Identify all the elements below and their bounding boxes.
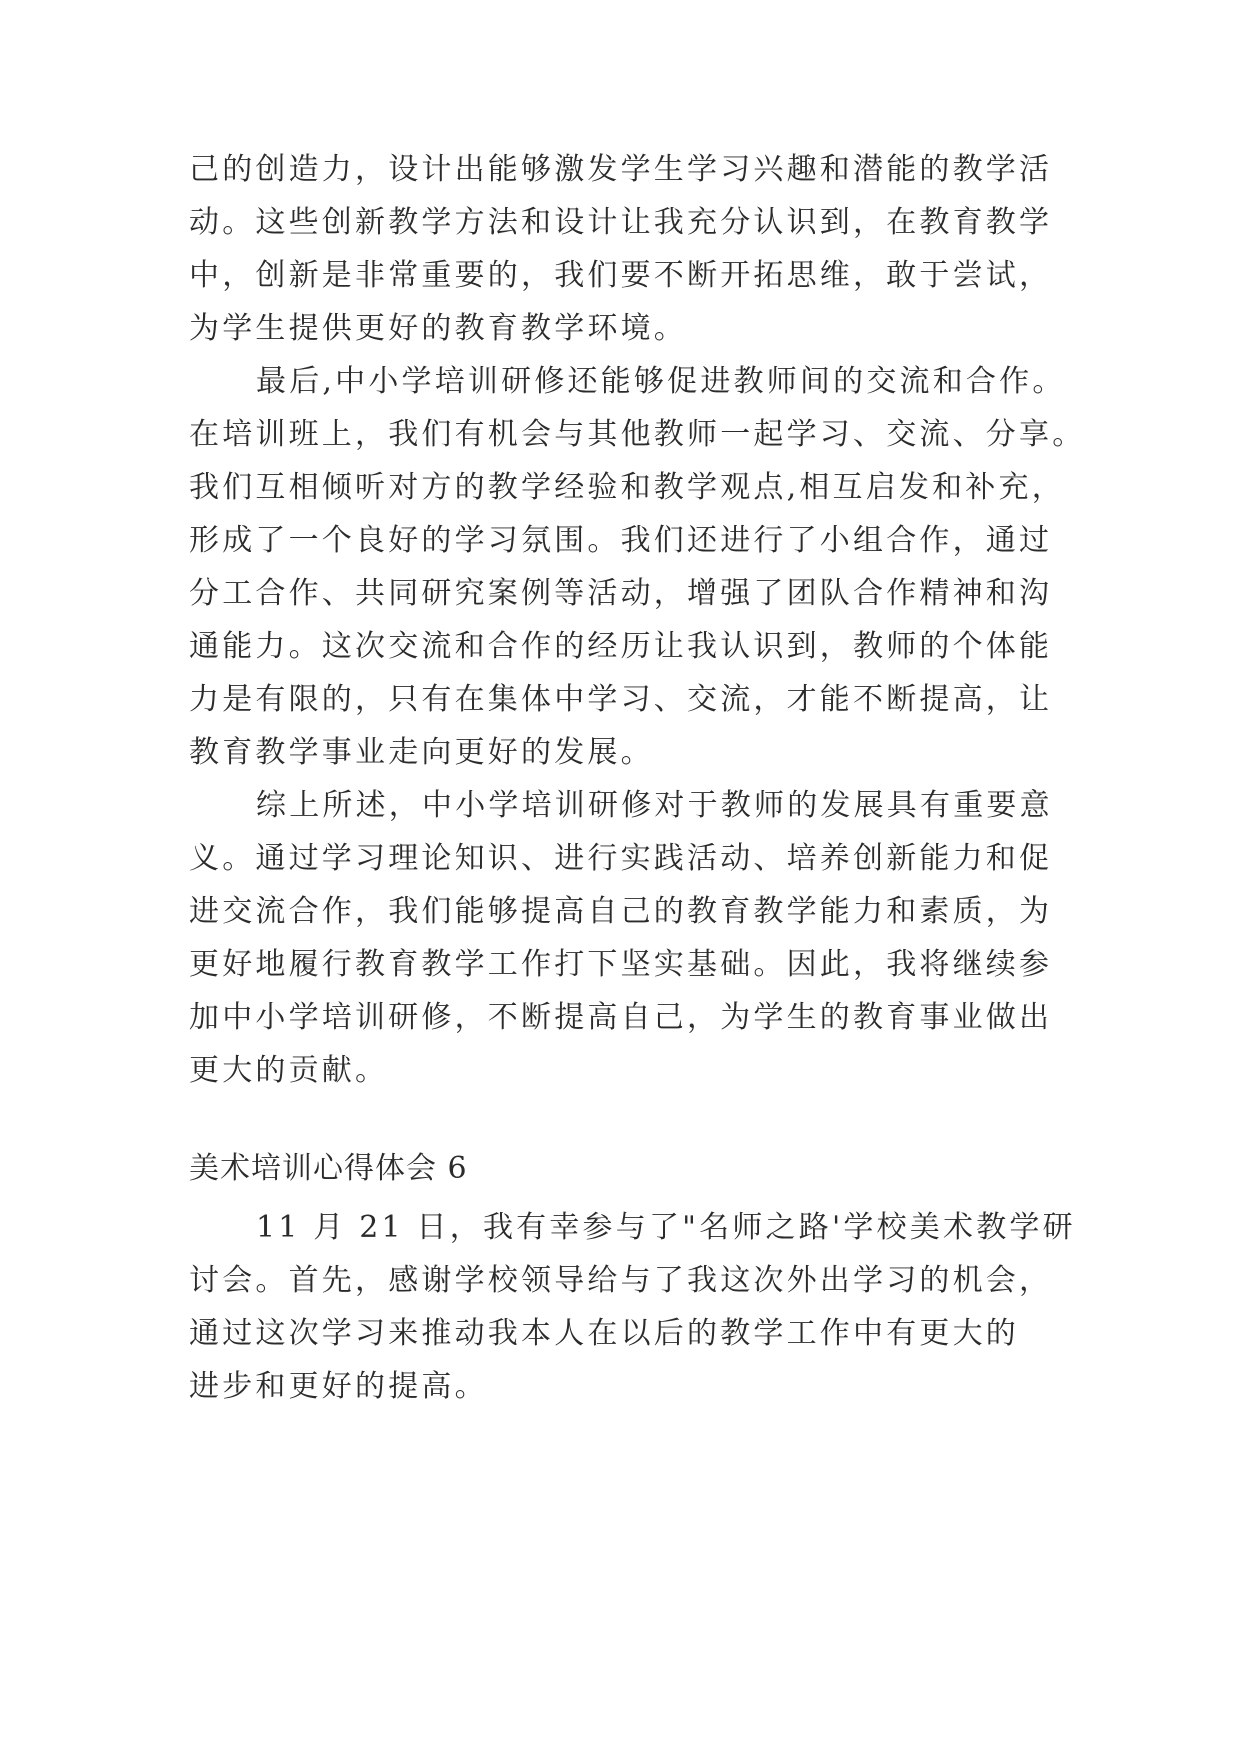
paragraph-line: 讨会。首先，感谢学校领导给与了我这次外出学习的机会，: [189, 1263, 1053, 1298]
paragraph-line: 分工合作、共同研究案例等活动，增强了团队合作精神和沟: [189, 576, 1053, 611]
paragraph-line: 义。通过学习理论知识、进行实践活动、培养创新能力和促: [189, 841, 1053, 876]
paragraph-line: 中，创新是非常重要的，我们要不断开拓思维，敢于尝试，: [189, 258, 1053, 293]
paragraph-line: 11 月 21 日，我有幸参与了"名师之路'学校美术教学研: [256, 1210, 1076, 1245]
paragraph-line: 通能力。这次交流和合作的经历让我认识到，教师的个体能: [189, 629, 1053, 664]
paragraph-line: 更大的贡献。: [189, 1053, 389, 1088]
paragraph-line: 进步和更好的提高。: [189, 1369, 488, 1404]
paragraph-line: 更好地履行教育教学工作打下坚实基础。因此，我将继续参: [189, 947, 1053, 982]
paragraph-line: 加中小学培训研修，不断提高自己，为学生的教育事业做出: [189, 1000, 1053, 1035]
paragraph-line: 力是有限的，只有在集体中学习、交流，才能不断提高，让: [189, 682, 1053, 717]
paragraph-line: 综上所述，中小学培训研修对于教师的发展具有重要意: [256, 788, 1053, 823]
paragraph-line: 最后,中小学培训研修还能够促进教师间的交流和合作。: [256, 364, 1066, 399]
section-heading: 美术培训心得体会 6: [189, 1151, 468, 1186]
paragraph-line: 进交流合作，我们能够提高自己的教育教学能力和素质，为: [189, 894, 1053, 929]
paragraph-line: 在培训班上，我们有机会与其他教师一起学习、交流、分享。: [189, 417, 1086, 452]
paragraph-line: 动。这些创新教学方法和设计让我充分认识到，在教育教学: [189, 205, 1053, 240]
paragraph-line: 教育教学事业走向更好的发展。: [189, 735, 654, 770]
paragraph-line: 己的创造力，设计出能够激发学生学习兴趣和潜能的教学活: [189, 152, 1053, 187]
paragraph-line: 为学生提供更好的教育教学环境。: [189, 311, 687, 346]
paragraph-line: 形成了一个良好的学习氛围。我们还进行了小组合作，通过: [189, 523, 1053, 558]
paragraph-line: 通过这次学习来推动我本人在以后的教学工作中有更大的: [189, 1316, 1019, 1351]
paragraph-line: 我们互相倾听对方的教学经验和教学观点,相互启发和补充，: [189, 470, 1065, 505]
